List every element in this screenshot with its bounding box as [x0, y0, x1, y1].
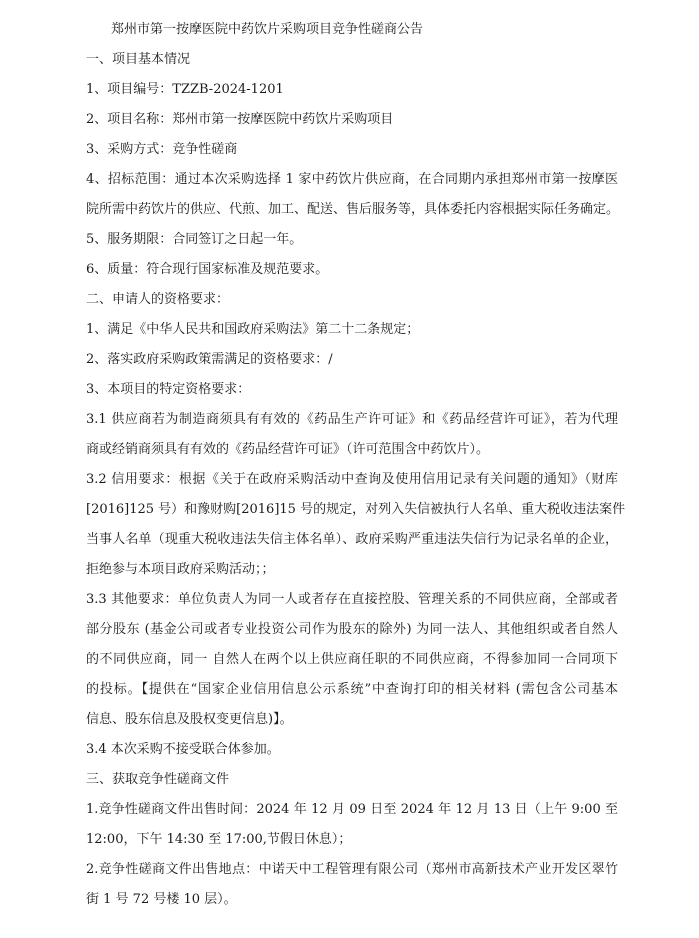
- paragraph-sale-time-line-2: 12:00，下午 14:30 至 17:00,节假日休息）；: [86, 832, 352, 847]
- paragraph-3-2-line-1: 3.2 信用要求：根据《关于在政府采购活动中查询及使用信用记录有关问题的通知》（财库: [86, 472, 618, 487]
- paragraph-3-2-line-2: [2016]125 号）和豫财购[2016]15 号的规定，对列入失信被执行人名单、重大税收违法案件: [86, 502, 626, 517]
- paragraph-3-2-line-3: 当事人名单（现重大税收违法失信主体名单）、政府采购严重违法失信行为记录名单的企业，: [86, 532, 618, 547]
- paragraph-procurement-method: 3、采购方式：竞争性磋商: [86, 142, 238, 157]
- paragraph-sale-time-line-1: 1.竞争性磋商文件出售时间：2024 年 12 月 09 日至 2024 年 12 月 13 日（上午 9:00 至: [86, 802, 618, 817]
- paragraph-qualification-2: 2、落实政府采购政策需满足的资格要求：/: [86, 352, 333, 367]
- paragraph-service-period: 5、服务期限：合同签订之日起一年。: [86, 232, 303, 247]
- paragraph-scope-line-1: 4、招标范围：通过本次采购选择 1 家中药饮片供应商，在合同期内承担郑州市第一按摩医: [86, 172, 618, 187]
- paragraph-3-1-line-1: 3.1 供应商若为制造商须具有有效的《药品生产许可证》和《药品经营许可证》，若为代理: [86, 412, 618, 427]
- section-heading-qualifications: 二、申请人的资格要求：: [86, 292, 230, 307]
- paragraph-project-number: 1、项目编号：TZZB-2024-1201: [86, 82, 284, 97]
- paragraph-3-4: 3.4 本次采购不接受联合体参加。: [86, 742, 280, 757]
- paragraph-sale-location-line-1: 2.竞争性磋商文件出售地点：中诺天中工程管理有限公司（郑州市高新技术产业开发区翠竹: [86, 862, 618, 877]
- paragraph-3-3-line-5: 信息、股东信息及股权变更信息)】。: [86, 712, 293, 727]
- paragraph-sale-location-line-2: 街 1 号 72 号楼 10 层）。: [86, 892, 237, 907]
- paragraph-3-1-line-2: 商或经销商须具有有效的《药品经营许可证》（许可范围含中药饮片）。: [86, 442, 490, 457]
- section-heading-project-info: 一、项目基本情况: [86, 52, 191, 67]
- paragraph-project-name: 2、项目名称：郑州市第一按摩医院中药饮片采购项目: [86, 112, 394, 127]
- paragraph-3-3-line-2: 部分股东 (基金公司或者专业投资公司作为股东的除外) 为同一法人、其他组织或者自然人: [86, 622, 618, 637]
- paragraph-3-3-line-4: 的投标。【提供在“国家企业信用信息公示系统”中查询打印的相关材料 (需包含公司基本: [86, 682, 618, 697]
- paragraph-qualification-3: 3、本项目的特定资格要求：: [86, 382, 251, 397]
- paragraph-3-3-line-3: 的不同供应商，同一 自然人在两个以上供应商任职的不同供应商，不得参加同一合同项下: [86, 652, 618, 667]
- paragraph-scope-line-2: 院所需中药饮片的供应、代煎、加工、配送、售后服务等，具体委托内容根据实际任务确定。: [86, 202, 620, 217]
- section-heading-obtain-documents: 三、获取竞争性磋商文件: [86, 772, 230, 787]
- document-title: 郑州市第一按摩医院中药饮片采购项目竞争性磋商公告: [111, 22, 424, 37]
- paragraph-3-2-line-4: 拒绝参与本项目政府采购活动；；: [86, 562, 275, 577]
- paragraph-quality: 6、质量：符合现行国家标准及规范要求。: [86, 262, 329, 277]
- paragraph-qualification-1: 1、满足《中华人民共和国政府采购法》第二十二条规定；: [86, 322, 420, 337]
- paragraph-3-3-line-1: 3.3 其他要求：单位负责人为同一人或者存在直接控股、管理关系的不同供应商，全部或者: [86, 592, 618, 607]
